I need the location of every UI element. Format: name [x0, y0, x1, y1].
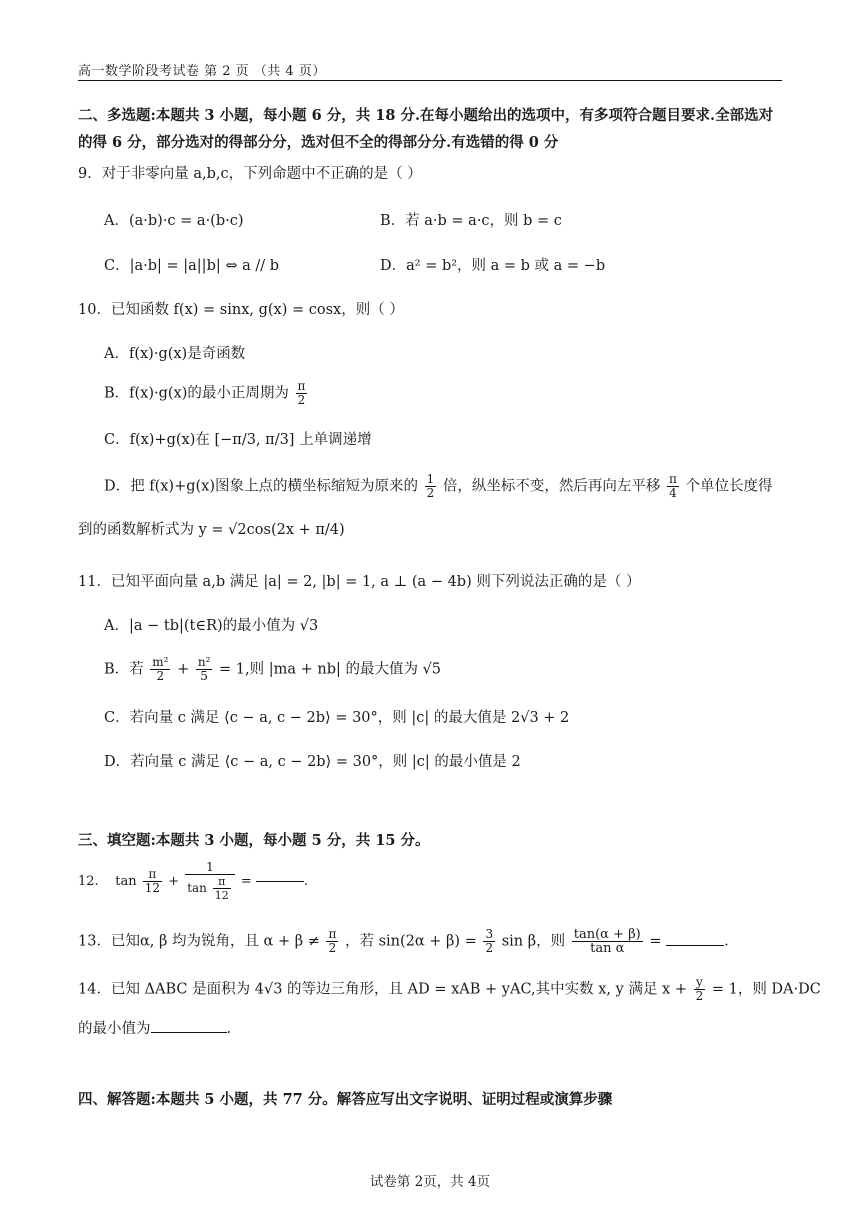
- section4-title: 四、解答题:本题共 5 小题，共 77 分。解答应写出文字说明、证明过程或演算步骤: [78, 1091, 613, 1108]
- q11-option-a: A．|a − tb|(t∈R)的最小值为 √3: [104, 618, 319, 634]
- q9-option-d: D．a² = b²，则 a = b 或 a = −b: [380, 258, 606, 274]
- fraction-pi-over-2-q13: $\frac{\pi}{2}$: [328, 927, 337, 955]
- cos-argument: (2x + π/4): [270, 522, 345, 538]
- fraction-n2-over-5: $\frac{\text{n²}}{5}$: [197, 655, 211, 683]
- q14-line1: 14．已知 ΔABC 是面积为 4√3 的等边三角形，且 AD = xAB + yAC,其中实数 x, y 满足 x + $\frac{y}{2}$ = 1，则 DA·DC: [78, 975, 821, 1003]
- page-footer: 试卷第 2页，共 4页: [369, 1174, 491, 1190]
- q11-option-d: D．若向量 c 满足 ⟨c − a, c − 2b⟩ = 30°，则 |c| 的最小值是 2: [104, 754, 521, 770]
- q10-option-a: A．f(x)·g(x)是奇函数: [104, 346, 246, 362]
- fraction-pi-over-2: $\frac{\pi}{2}$: [297, 379, 306, 407]
- q13-answer-blank: [666, 945, 724, 946]
- section2-intro-line2: 的得 6 分，部分选对的得部分分，选对但不全的得部分分.有选错的得 0 分: [78, 134, 559, 151]
- q11-stem: 11．已知平面向量 a,b 满足 |a| = 2, |b| = 1, a ⊥ (a − 4b) 则下列说法正确的是（ ）: [78, 574, 641, 590]
- fraction-pi-over-12: $\frac{\pi}{12}$: [144, 867, 160, 895]
- q10-stem: 10．已知函数 f(x) = sinx, g(x) = cosx，则（ ）: [78, 302, 404, 318]
- q9-option-a: A．(a·b)·c = a·(b·c): [104, 213, 244, 229]
- page-header: 高一数学阶段考试卷 第 2 页 （共 4 页）: [78, 60, 782, 81]
- q12-answer-blank: [256, 881, 304, 882]
- q14-line2: 的最小值为 .: [78, 1021, 232, 1037]
- fraction-tan-ratio: $\frac{\tan(\alpha + \beta)}{\text{tan α}}$: [573, 927, 641, 956]
- section2-intro-line1: 二、多选题:本题共 3 小题，每小题 6 分，共 18 分.在每小题给出的选项中，有多项符合题目要求.全部选对: [78, 107, 774, 124]
- fraction-pi-over-4: $\frac{\pi}{4}$: [668, 472, 677, 500]
- q10-option-d-line1: D．把 f(x)+g(x)图象上点的横坐标缩短为原来的 $\frac{1}{2}$ 倍，纵坐标不变，然后再向左平移 $\frac{\pi}{4}$ 个单位长度得: [104, 472, 773, 500]
- q13: 13．已知α, β 均为锐角，且 α + β ≠ $\frac{\pi}{2}$ ，若 sin(2α + β) = $\frac{3}{2}$ sin β，则 $\frac{\tan(\alpha + \beta)}{\text{tan α}}$ = .: [78, 927, 729, 956]
- q11-option-b: B．若 $\frac{\text{m²}}{2}$ + $\frac{\text{n²}}{5}$ = 1,则 |ma + nb| 的最大值为 √5: [104, 655, 442, 683]
- q11-option-c: C．若向量 c 满足 ⟨c − a, c − 2b⟩ = 30°，则 |c| 的最大值是 2√3 + 2: [104, 710, 570, 726]
- fraction-one-over-tan: 1 tan $\frac{\pi}{12}$: [185, 861, 235, 902]
- q10-option-c: C．f(x)+g(x)在 [−π/3, π/3] 上单调递增: [104, 432, 372, 448]
- fraction-y-over-2: $\frac{y}{2}$: [695, 975, 704, 1003]
- q10-option-b: B．f(x)·g(x)的最小正周期为 $\frac{\pi}{2}$: [104, 379, 306, 407]
- q9-option-c: C．|a·b| = |a||b| ⇔ a // b: [104, 258, 280, 274]
- q9-option-b: B．若 a·b = a·c，则 b = c: [380, 213, 562, 229]
- q10-option-d-line2: 到的函数解析式为 y = √2cos(2x + π/4): [78, 522, 345, 538]
- interval-expression: [−π/3, π/3]: [214, 432, 295, 448]
- q9-stem: 9．对于非零向量 a,b,c，下列命题中不正确的是（ ）: [78, 166, 422, 182]
- q12: 12. tan $\frac{\pi}{12}$ + 1 tan $\frac{\pi}{12}$ = .: [78, 860, 309, 902]
- fraction-m2-over-2: $\frac{\text{m²}}{2}$: [152, 655, 169, 683]
- section3-title: 三、填空题:本题共 3 小题，每小题 5 分，共 15 分。: [78, 832, 430, 849]
- fraction-3-over-2: $\frac{3}{2}$: [485, 927, 494, 955]
- q14-answer-blank: [151, 1032, 227, 1033]
- fraction-one-half: $\frac{1}{2}$: [426, 472, 435, 500]
